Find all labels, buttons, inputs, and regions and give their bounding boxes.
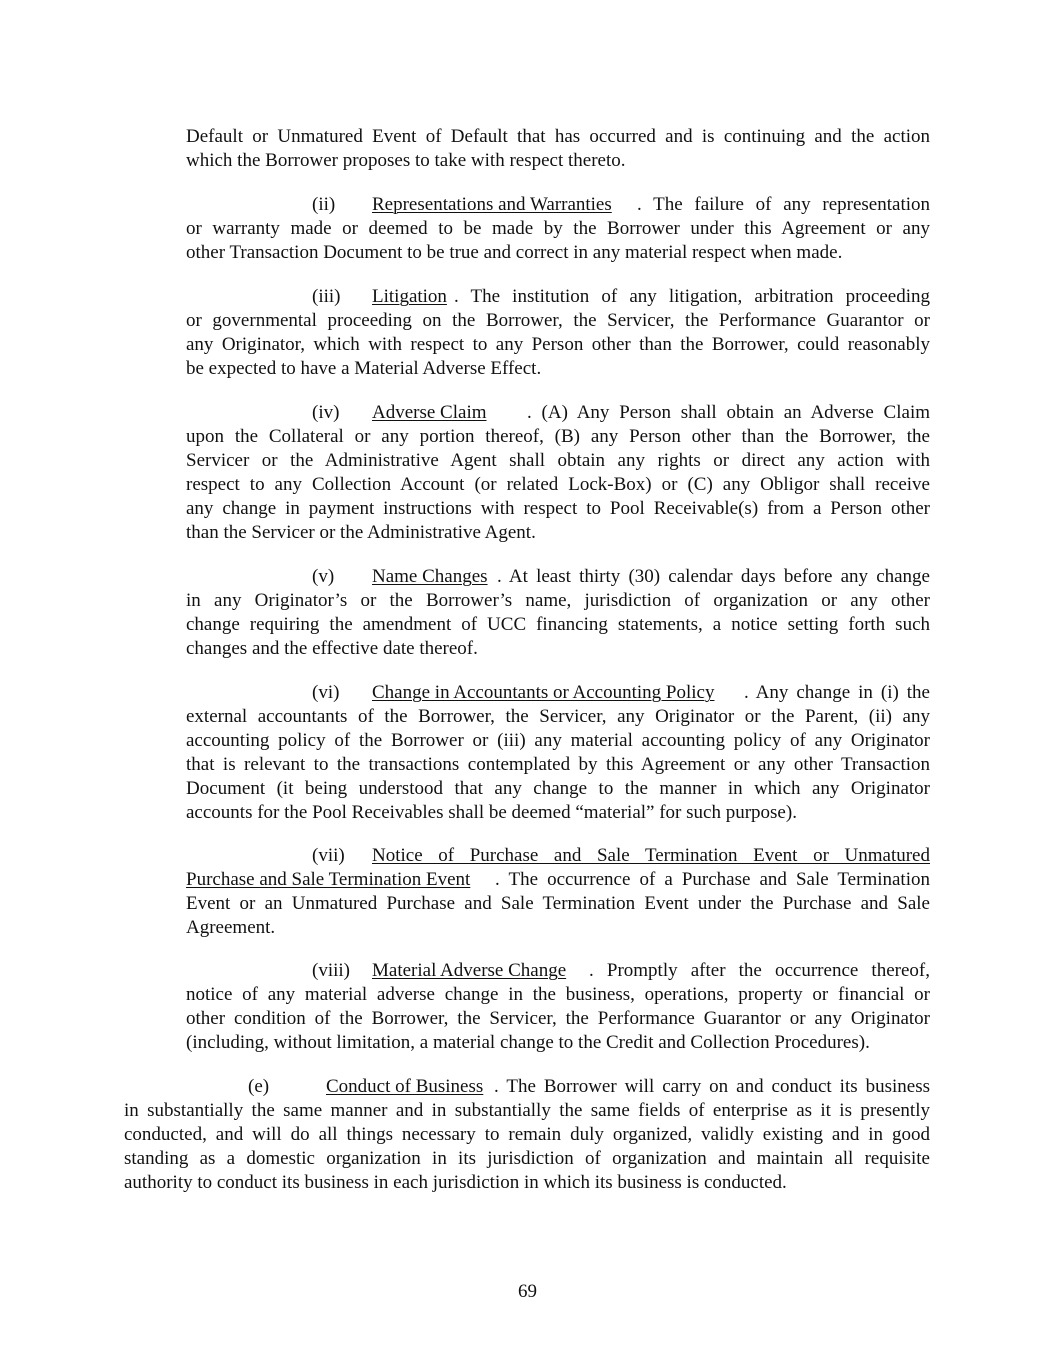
paragraph-line: be expected to have a Material Adverse Effect. [186,358,542,379]
paragraph-line: other Transaction Document to be true and correct in any material respect when made. [186,242,843,263]
paragraph-line: or warranty made or deemed to be made by the Borrower under this Agreement or any [186,218,930,239]
section-first-line [124,1075,930,1099]
section-heading: Conduct of Business [326,1076,484,1097]
paragraph-line: Event or an Unmatured Purchase and Sale Termination Event under the Purchase and Sale [186,893,930,914]
item-number: (ii) [312,194,336,215]
paragraph-line: Default or Unmatured Event of Default that has occurred and is continuing and the action [186,126,930,147]
item-number: (v) [312,566,335,587]
section-number: (e) [248,1076,270,1097]
item-first-line [186,401,930,425]
paragraph-line: in substantially the same manner and in substantially the same fields of enterprise as it is presently [124,1100,930,1121]
item-first-line-text: . The institution of any litigation, arbitration proceeding [454,286,930,307]
page-number: 69 [518,1281,537,1302]
paragraph-line: external accountants of the Borrower, the Servicer, any Originator or the Parent, (ii) any [186,706,930,727]
paragraph-line: (including, without limitation, a material change to the Credit and Collection Procedures). [186,1032,870,1053]
paragraph-line: that is relevant to the transactions contemplated by this Agreement or any other Transaction [186,754,930,775]
item-heading: Adverse Claim [372,402,487,423]
paragraph-line: in any Originator’s or the Borrower’s name, jurisdiction of organization or any other [186,590,930,611]
item-number: (viii) [312,960,350,981]
paragraph-line: Servicer or the Administrative Agent shall obtain any rights or direct any action with [186,450,930,471]
item-number: (vii) [312,845,345,866]
paragraph-line: changes and the effective date thereof. [186,638,478,659]
item-first-line [186,959,930,983]
item-first-line [186,844,930,868]
item-heading: Litigation [372,286,447,307]
item-number: (vi) [312,682,340,703]
paragraph-line: any change in payment instructions with respect to Pool Receivable(s) from a Person other [186,498,930,519]
paragraph-line: conducted, and will do all things necessary to remain duly organized, validly existing and in good [124,1124,930,1145]
item-heading-continuation-line [186,868,930,892]
item-first-line [186,285,930,309]
section-first-line-text: . The Borrower will carry on and conduct its business [494,1076,930,1097]
item-first-line-text: . At least thirty (30) calendar days before any change [497,566,930,587]
paragraph-line: accounting policy of the Borrower or (iii) any material accounting policy of any Originator [186,730,930,751]
paragraph-line: Agreement. [186,917,276,938]
item-heading: Change in Accountants or Accounting Policy [372,682,715,703]
paragraph-line: than the Servicer or the Administrative Agent. [186,522,536,543]
item-number: (iv) [312,402,340,423]
item-first-line-text: . The failure of any representation [637,194,930,215]
paragraph-line: authority to conduct its business in each jurisdiction in which its business is conducted. [124,1172,787,1193]
paragraph-line: upon the Collateral or any portion thereof, (B) any Person other than the Borrower, the [186,426,930,447]
item-heading-continuation: Purchase and Sale Termination Event [186,869,471,890]
item-heading: Name Changes [372,566,488,587]
item-heading: Material Adverse Change [372,960,567,981]
paragraph-line: Document (it being understood that any change to the manner in which any Originator [186,778,930,799]
item-heading: Notice of Purchase and Sale Termination Event or Unmatured [372,845,930,866]
paragraph-line: or governmental proceeding on the Borrower, the Servicer, the Performance Guarantor or [186,310,930,331]
item-first-line-text: . Any change in (i) the [744,682,930,703]
paragraph-line: accounts for the Pool Receivables shall be deemed “material” for such purpose). [186,802,797,823]
paragraph-line: any Originator, which with respect to any Person other than the Borrower, could reasonably [186,334,930,355]
paragraph-line: other condition of the Borrower, the Servicer, the Performance Guarantor or any Originator [186,1008,930,1029]
item-first-line-text: . (A) Any Person shall obtain an Adverse Claim [527,402,930,423]
item-first-line [186,681,930,705]
item-first-line-text: . Promptly after the occurrence thereof, [589,960,930,981]
item-heading: Representations and Warranties [372,194,612,215]
paragraph-line: respect to any Collection Account (or related Lock-Box) or (C) any Obligor shall receive [186,474,930,495]
paragraph-line: notice of any material adverse change in the business, operations, property or financial or [186,984,930,1005]
paragraph-line: which the Borrower proposes to take with respect thereto. [186,150,626,171]
paragraph-line: standing as a domestic organization in its jurisdiction of organization and maintain all requisite [124,1148,930,1169]
item-first-line [186,193,930,217]
item-first-line [186,565,930,589]
item-first-line-text: . The occurrence of a Purchase and Sale Termination [495,869,930,890]
item-number: (iii) [312,286,341,307]
paragraph-line: change requiring the amendment of UCC financing statements, a notice setting forth such [186,614,930,635]
